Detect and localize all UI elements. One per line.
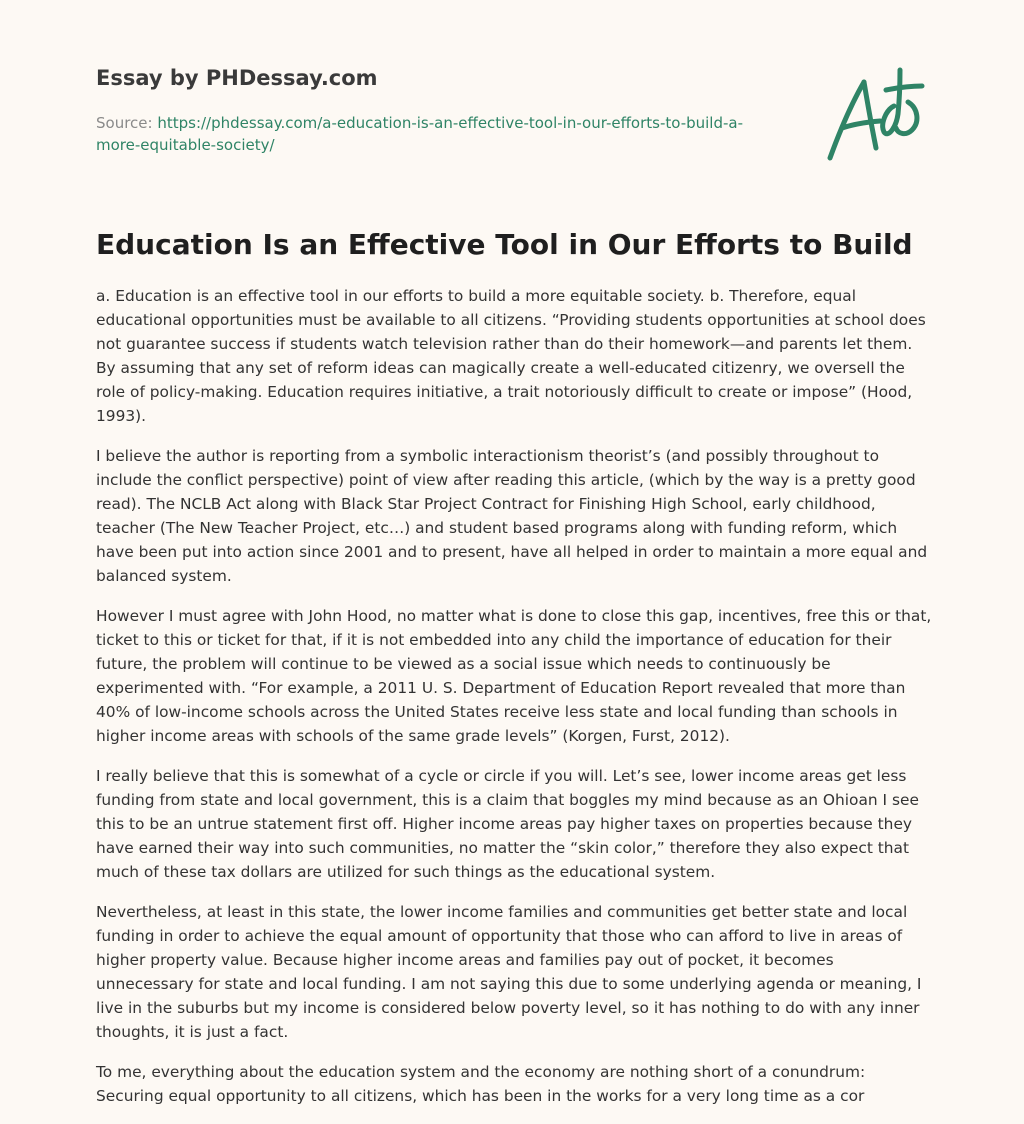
site-brand: Essay by PHDessay.com [96, 66, 378, 90]
paragraph-6: To me, everything about the education system and the economy are nothing short of a conundrum: Securing equal opportunity to all citizens, which has been in the works for a very long time as a cor [96, 1063, 866, 1105]
paragraph-1: a. Education is an effective tool in our efforts to build a more equitable society. b. Therefore, equal educational opportunities must be available to all citizens. “Providing students opportunities at school does not guarantee success if students watch television rather than do their homework—and parents let them. By assuming that any set of reform ideas can magically create a well-educated citizenry, we oversell the role of policy-making. Education requires initiative, a trait notoriously difficult to create or impose” (Hood, 1993). [96, 287, 926, 425]
source-label: Source: [96, 114, 158, 132]
paragraph-4: I really believe that this is somewhat of a cycle or circle if you will. Let’s see, lower income areas get less funding from state and local government, this is a claim that boggles my mind because as an Ohioan I see this to be an untrue statement first off. Higher income areas pay higher taxes on properties because they have earned their way into such communities, no matter the “skin color,” therefore they also expect that much of these tax dollars are utilized for such things as the educational system. [96, 767, 919, 881]
logo-a-right-stroke [864, 82, 876, 148]
logo-a-left-stroke [830, 82, 864, 158]
paragraph-3: However I must agree with John Hood, no matter what is done to close this gap, incentives, free this or that, ticket to this or ticket for that, if it is not embedded into any child the importance of education for their future, the problem will continue to be viewed as a social issue which needs to continuously be experimented with. “For example, a 2011 U. S. Department of Education Report revealed that more than 40% of low-income schools across the United States receive less state and local funding than schools in higher income areas with schools of the same grade levels” (Korgen, Furst, 2012). [96, 607, 932, 745]
article-body [96, 284, 932, 1124]
logo-plus-horizontal [886, 86, 922, 90]
a-plus-logo-icon [820, 66, 930, 166]
source-link[interactable]: https://phdessay.com/a-education-is-an-effective-tool-in-our-efforts-to-build-a-more-equitable-society/ [96, 114, 744, 154]
paragraph-5: Nevertheless, at least in this state, the lower income families and communities get better state and local funding in order to achieve the equal amount of opportunity that those who can afford to live in areas of higher property value. Because higher income areas and families pay out of pocket, it becomes unnecessary for state and local funding. I am not saying this due to some underlying agenda or meaning, I live in the suburbs but my income is considered below poverty level, so it has nothing to do with any inner thoughts, it is just a fact. [96, 903, 922, 1041]
article-title: Education Is an Effective Tool in Our Efforts to Build [96, 228, 913, 261]
logo-plus-vertical [883, 70, 900, 134]
paragraph-2: I believe the author is reporting from a symbolic interactionism theorist’s (and possibly throughout to include the conflict perspective) point of view after reading this article, (which by the way is a pretty good read). The NCLB Act along with Black Star Project Contract for Finishing High School, early childhood, teacher (The New Teacher Project, etc…) and student based programs along with funding reform, which have been put into action since 2001 and to present, have all helped in order to maintain a more equal and balanced system. [96, 447, 928, 585]
source-line [96, 112, 776, 156]
